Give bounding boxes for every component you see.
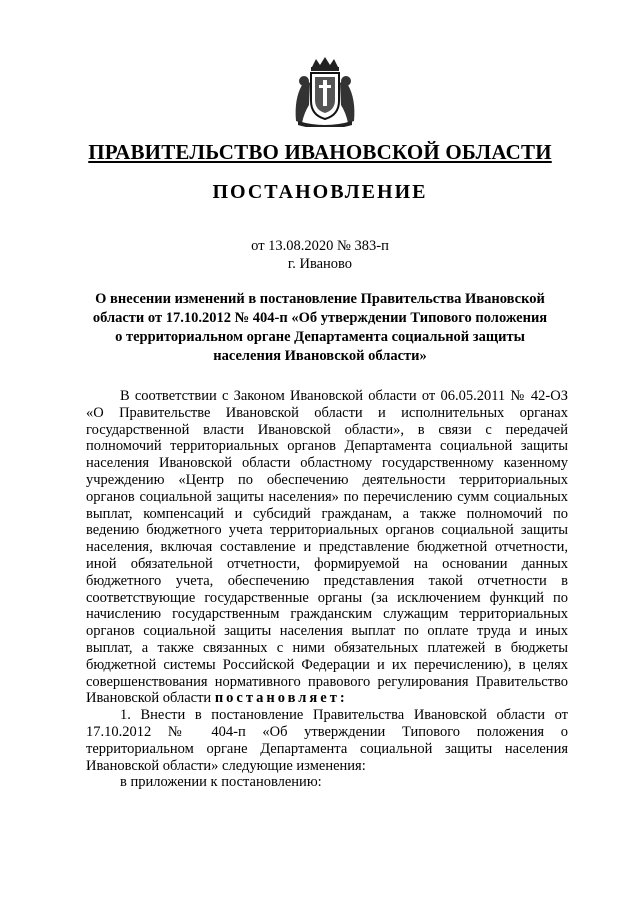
document-type: ПОСТАНОВЛЕНИЕ xyxy=(212,181,428,203)
paragraph-item-1: 1. Внести в постановление Правительства Ивановской области от 17.10.2012 № 404-п «Об утверждении Типового положения о территориальном органе Департамента социальной защиты населения Ивановской области» следующие изменения: xyxy=(86,707,568,774)
document-body xyxy=(86,388,568,791)
ivanovo-coat-of-arms-icon xyxy=(292,55,358,127)
preamble-text: В соответствии с Законом Ивановской области от 06.05.2011 № 42-ОЗ «О Правительстве Ивановской области и исполнительных органах государственной власти Ивановской области», в связи с передачей полномочий территориальных органов Департамента социальной защиты населения Ивановской области областному государственному казенному учреждению «Центр по обеспечению деятельности территориальных органов социальной защиты населения» по перечислению сумм социальных выплат, компенсаций и субсидий гражданам, а также полномочий по ведению бюджетного учета территориальных органов социальной защиты населения, включая составление и представление бюджетной отчетности, иной обязательной отчетности, формируемой на основании данных бюджетного учета, обеспечению представления такой отчетности в соответствующие государственные органы (за исключением функций по начислению государственным гражданским служащим территориальных органов социальной защиты населения выплат по оплате труда и иных выплат, а также связанных с ними обязательных платежей в бюджеты бюджетной системы Российской Федерации и их перечислению), в целях совершенствования нормативного правового регулирования Правительство Ивановской области xyxy=(86,388,568,707)
paragraph-item-1-sub: в приложении к постановлению: xyxy=(120,774,322,791)
document-subject: О внесении изменений в постановление Правительства Ивановской области от 17.10.2012 № 404-п «Об утверждении Типового положения о территориальном органе Департамента социальной защиты населения Ивановской области» xyxy=(92,291,548,364)
document-date-number: от 13.08.2020 № 383-п xyxy=(251,238,389,254)
government-title: ПРАВИТЕЛЬСТВО ИВАНОВСКОЙ ОБЛАСТИ xyxy=(88,140,552,164)
document-city: г. Иваново xyxy=(287,256,353,272)
paragraph-preamble xyxy=(86,388,568,707)
resolves-word: постановляет: xyxy=(214,690,348,707)
